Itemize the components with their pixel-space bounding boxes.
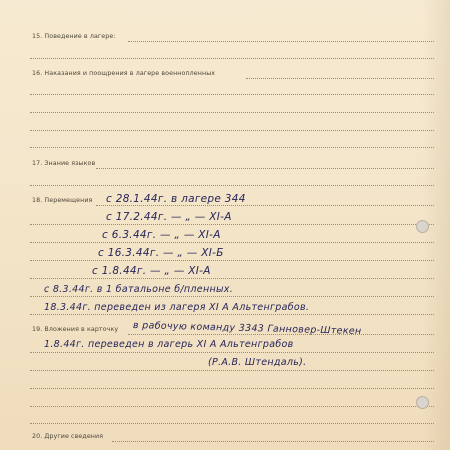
field-19-line-5 [30, 406, 434, 407]
field-16-line-2 [30, 94, 434, 95]
field-18-line-7 [30, 314, 434, 315]
field-18-line-4 [30, 260, 434, 261]
move-entry-7: 18.3.44г. переведен из лагеря XI А Альтенграбов. [44, 302, 310, 313]
field-16-line-4 [30, 130, 434, 131]
field-19-line-3 [30, 370, 434, 371]
punch-hole-top [416, 220, 429, 233]
field-20-label: 20. Другие сведения [32, 433, 104, 440]
field-16-line [246, 78, 434, 79]
field-18-line-3 [30, 242, 434, 243]
move-entry-4: с 16.3.44г. — „ — XI-Б [98, 247, 224, 259]
field-19-line-6 [30, 423, 434, 424]
field-20-line [112, 441, 434, 442]
field-15-label: 15. Поведение в лагере: [32, 33, 116, 40]
field-16-label: 16. Наказания и поощрения в лагере военнопленных [32, 70, 216, 77]
field-16-line-3 [30, 112, 434, 113]
field-17-line [96, 168, 434, 169]
move-entry-6: с 8.3.44г. в 1 батальоне б/пленных. [44, 284, 234, 295]
move-entry-1: с 28.1.44г. в лагере 344 [106, 193, 246, 205]
field-19-label: 19. Вложения в карточку [32, 326, 119, 333]
field-17-line-2 [30, 185, 434, 186]
move-entry-8: в рабочую команду 3343 Ганновер-Штекен [132, 320, 362, 337]
field-15-line-2 [30, 58, 434, 59]
move-entry-3: с 6.3.44г. — „ — XI-А [102, 229, 221, 241]
punch-hole-bottom [416, 396, 429, 409]
move-entry-10: (Р.А.В. Штендаль). [208, 357, 307, 368]
move-entry-2: с 17.2.44г. — „ — XI-А [106, 211, 232, 223]
field-19-line-4 [30, 388, 434, 389]
field-15-line [128, 41, 434, 42]
field-19-line-2 [30, 352, 434, 353]
field-18-label: 18. Перемещения [32, 197, 93, 204]
move-entry-9: 1.8.44г. переведен в лагерь XI А Альтенграбов [44, 339, 294, 350]
field-18-line-6 [30, 296, 434, 297]
move-entry-5: с 1.8.44г. — „ — XI-А [92, 265, 211, 277]
field-18-line-5 [30, 278, 434, 279]
field-18-line-2 [30, 224, 434, 225]
field-16-line-5 [30, 147, 434, 148]
field-18-line [96, 205, 434, 206]
field-17-label: 17. Знание языков [32, 160, 96, 167]
